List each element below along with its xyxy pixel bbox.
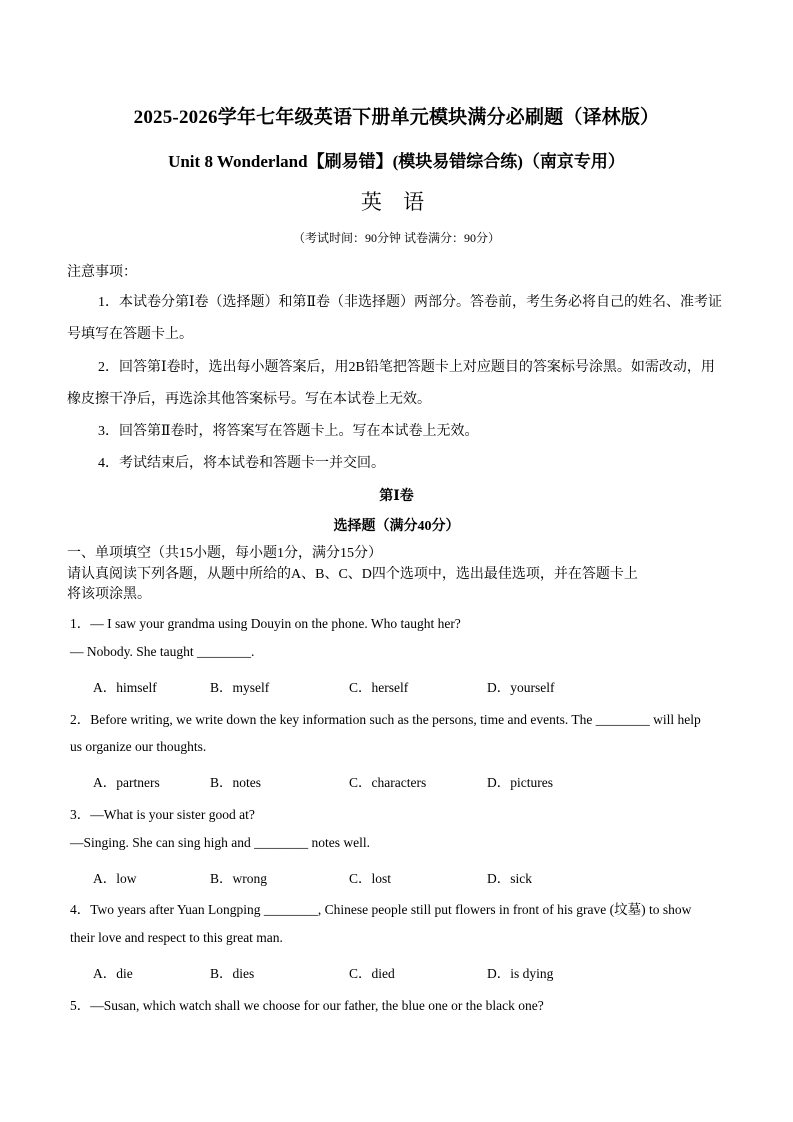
section-heading: 一、单项填空（共15小题，每小题1分，满分15分） — [67, 546, 382, 561]
volume-heading: 第Ⅰ卷 — [379, 489, 414, 504]
question-3-stem: 3．—What is your sister good at? — [70, 807, 255, 822]
section-instruction-cont: 将该项涂黑。 — [67, 587, 151, 602]
question-2-option-a: A．partners — [93, 775, 160, 790]
exam-info: （考试时间：90分钟 试卷满分：90分） — [292, 231, 500, 245]
subject-heading: 英 语 — [360, 190, 433, 214]
question-2-option-c: C．characters — [349, 775, 427, 790]
question-4-option-c: C．died — [349, 966, 395, 981]
question-1-stem: 1．— I saw your grandma using Douyin on the phone. Who taught her? — [70, 616, 461, 631]
question-3-option-d: D．sick — [487, 871, 532, 886]
question-4-option-b: B．dies — [210, 966, 255, 981]
question-4-stem: 4．Two years after Yuan Longping ________, Chinese people still put flowers in front of his grave (坟墓) to show — [70, 902, 692, 917]
section-instruction: 请认真阅读下列各题，从题中所给的A、B、C、D四个选项中，选出最佳选项，并在答题卡上 — [67, 567, 638, 582]
question-1-option-b: B．myself — [210, 680, 270, 695]
question-2-stem-cont: us organize our thoughts. — [70, 739, 207, 754]
question-3-stem-cont: —Singing. She can sing high and ________ notes well. — [70, 835, 370, 850]
question-1-option-a: A．himself — [93, 680, 157, 695]
question-1-option-d: D．yourself — [487, 680, 555, 695]
question-2-option-b: B．notes — [210, 775, 262, 790]
notice-item: 1．本试卷分第Ⅰ卷（选择题）和第Ⅱ卷（非选择题）两部分。答卷前，考生务必将自己的姓名、准考证 — [98, 295, 723, 310]
document-subtitle: Unit 8 Wonderland【刷易错】(模块易错综合练)（南京专用） — [168, 152, 625, 171]
notice-item: 2．回答第Ⅰ卷时，选出每小题答案后，用2B铅笔把答题卡上对应题目的答案标号涂黑。如需改动，用 — [98, 360, 715, 375]
question-1-stem-cont: — Nobody. She taught ________. — [70, 644, 255, 659]
notice-heading: 注意事项： — [67, 265, 137, 280]
notice-item-cont: 橡皮擦干净后，再选涂其他答案标号。写在本试卷上无效。 — [67, 392, 431, 407]
question-4-option-a: A．die — [93, 966, 133, 981]
question-4-stem-cont: their love and respect to this great man. — [70, 930, 283, 945]
question-2-stem: 2．Before writing, we write down the key information such as the persons, time and events. The ________ will help — [70, 712, 701, 727]
question-3-option-c: C．lost — [349, 871, 392, 886]
question-4-option-d: D．is dying — [487, 966, 554, 981]
part-heading: 选择题（满分40分） — [333, 519, 460, 534]
notice-item: 4．考试结束后，将本试卷和答题卡一并交回。 — [98, 456, 385, 471]
question-1-option-c: C．herself — [349, 680, 409, 695]
question-3-option-b: B．wrong — [210, 871, 267, 886]
question-3-option-a: A．low — [93, 871, 137, 886]
question-2-option-d: D．pictures — [487, 775, 553, 790]
question-5-stem: 5．—Susan, which watch shall we choose for our father, the blue one or the black one? — [70, 998, 544, 1013]
notice-item: 3．回答第Ⅱ卷时，将答案写在答题卡上。写在本试卷上无效。 — [98, 424, 479, 439]
document-title: 2025-2026学年七年级英语下册单元模块满分必刷题（译林版） — [133, 107, 660, 128]
notice-item-cont: 号填写在答题卡上。 — [67, 327, 193, 342]
